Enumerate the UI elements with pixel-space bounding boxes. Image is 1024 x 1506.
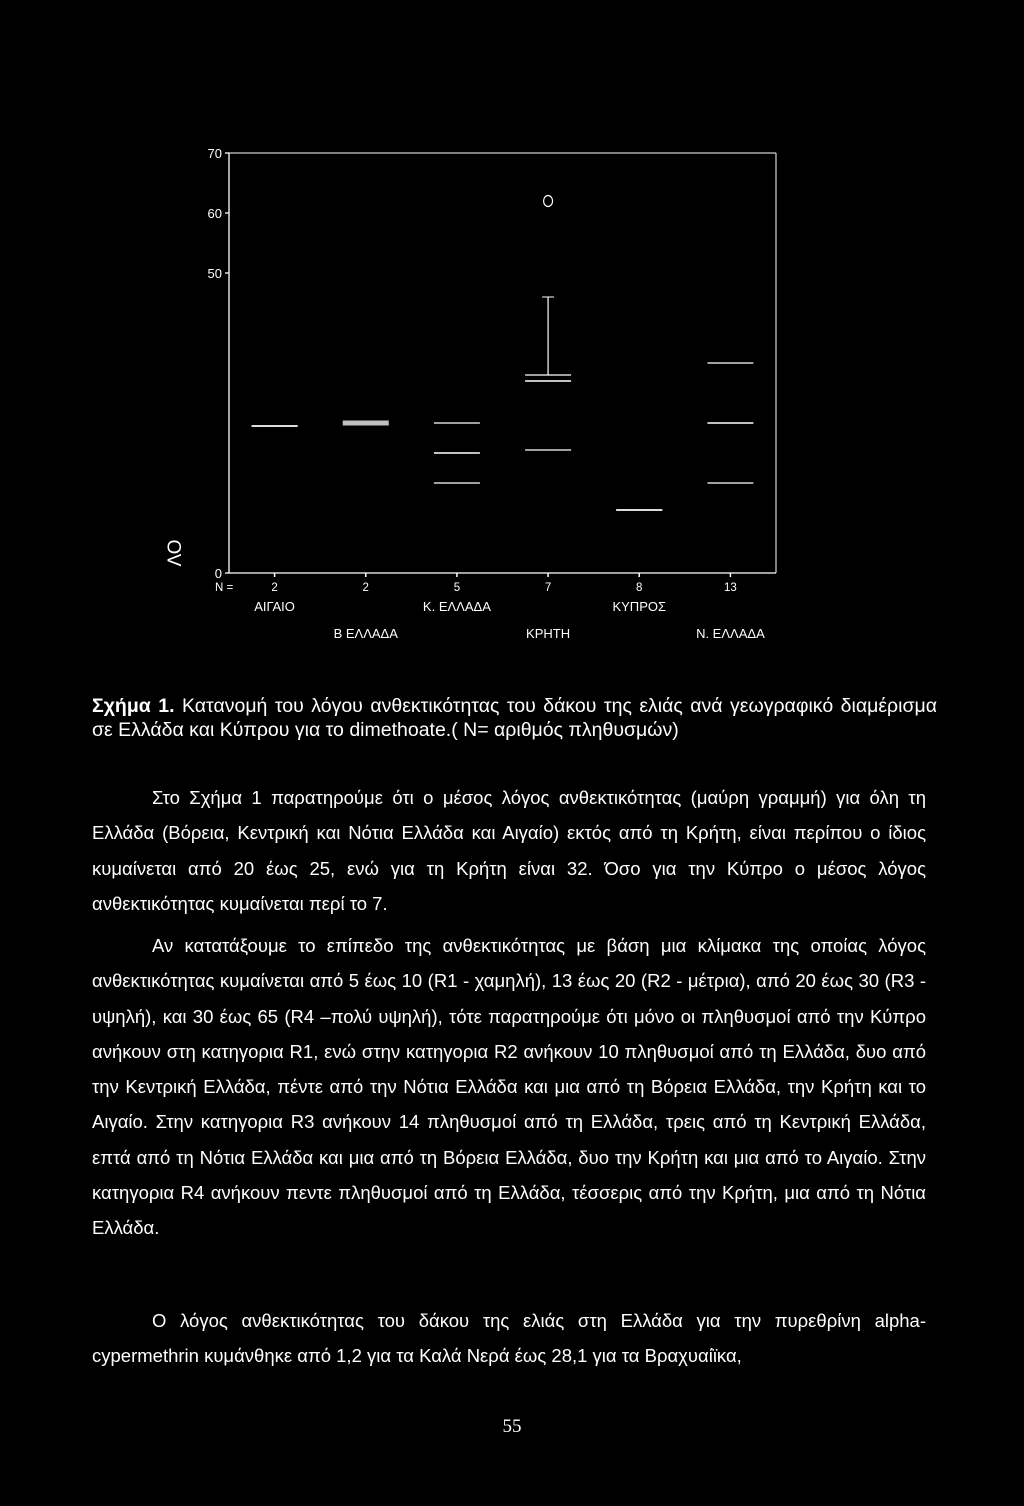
boxplot-chart	[0, 0, 1024, 680]
paragraph-3: Ο λόγος ανθεκτικότητας του δάκου της ελιάς στη Ελλάδα για την πυρεθρίνη alpha-cypermethrin κυμάνθηκε από 1,2 για τα Καλά Νερά έως 28,1 για τα Βραχυαίϊκα,	[92, 1310, 926, 1367]
paragraph-2: Αν κατατάξουμε το επίπεδο της ανθεκτικότητας με βάση μια κλίμακα της οποίας λόγος ανθεκτικότητας κυμαίνεται από 5 έως 10 (R1 - χαμηλή), 13 έως 20 (R2 - μέτρια), από 20 έως 30 (R3 - υψηλή), και 30 έως 65 (R4 –πολύ υψηλή), τότε παρατηρούμε ότι μόνο οι πληθυσμοί από την Κύπρο ανήκουν στη κατηγορια R1, ενώ στην κατηγορια R2 ανήκουν 10 πληθυσμοί από τη Ελλάδα, δυο από την Κεντρική Ελλάδα, πέντε από την Νότια Ελλάδα και μια από τη Βόρεια Ελλάδα, την Κρήτη και το Αιγαίο. Στην κατηγορια R3 ανήκουν 14 πληθυσμοί από τη Ελλάδα, τρεις από τη Κεντρική Ελλάδα, επτά από τη Νότια Ελλάδα και μια από τη Βόρεια Ελλάδα, δυο την Κρήτη και μια από το Αιγαίο. Στην κατηγορια R4 ανήκουν πεντε πληθυσμοί από τη Ελλάδα, τέσσερις από την Κρήτη, μια από τη Νότια Ελλάδα.	[92, 935, 926, 1239]
category-label: ΚΥΠΡΟΣ	[612, 599, 667, 614]
n-count-label: 2	[362, 582, 369, 594]
page-number: 55	[502, 1416, 522, 1437]
box-group	[252, 426, 298, 577]
paragraph-1: Στο Σχήμα 1 παρατηρούμε ότι ο μέσος λόγος ανθεκτικότητας (μαύρη γραμμή) για όλη τη Ελλάδα (Βόρεια, Κεντρική και Νότια Ελλάδα και Αιγαίο) εκτός από τη Κρήτη, είναι περίπου ο ίδιος κυμαίνεται από 20 έως 25, ενώ για τη Κρήτη είναι 32. Όσο για την Κύπρο ο μέσος λόγος ανθεκτικότητας κυμαίνεται περί το 7.	[92, 787, 926, 914]
box-group	[343, 421, 389, 577]
category-label: Β ΕΛΛΑΔΑ	[333, 626, 398, 641]
box-group	[434, 423, 480, 577]
box-group	[616, 510, 662, 577]
n-count-label: 13	[724, 582, 737, 594]
n-count-label: 7	[544, 582, 552, 594]
y-tick-label: 50	[207, 266, 222, 281]
figure-caption-label: Σχήμα 1.	[92, 695, 175, 717]
n-count-label: 8	[636, 582, 643, 594]
y-axis-label: ΛΟ	[165, 539, 186, 567]
n-count-prefix: N =	[215, 582, 234, 594]
category-label: Κ. ΕΛΛΑΔΑ	[422, 599, 491, 614]
category-label: ΑΙΓΑΙΟ	[254, 599, 295, 614]
y-tick-label: 70	[207, 146, 222, 161]
figure-caption	[92, 694, 937, 742]
category-label: ΚΡΗΤΗ	[526, 626, 571, 641]
box-group	[707, 363, 753, 577]
n-count-label: 2	[271, 582, 278, 594]
n-count-label: 5	[453, 582, 461, 594]
outlier-marker	[544, 196, 553, 207]
figure-caption-text: Κατανομή του λόγου ανθεκτικότητας του δάκου της ελιάς ανά γεωγραφικό διαμέρισμα σε Ελλάδα και Κύπρου για το dimethoate.( N= αριθμός πληθυσμών)	[92, 695, 937, 741]
box-group	[525, 196, 571, 578]
y-tick-label: 0	[214, 566, 222, 581]
y-tick-label: 60	[207, 206, 222, 221]
category-label: Ν. ΕΛΛΑΔΑ	[696, 626, 765, 641]
